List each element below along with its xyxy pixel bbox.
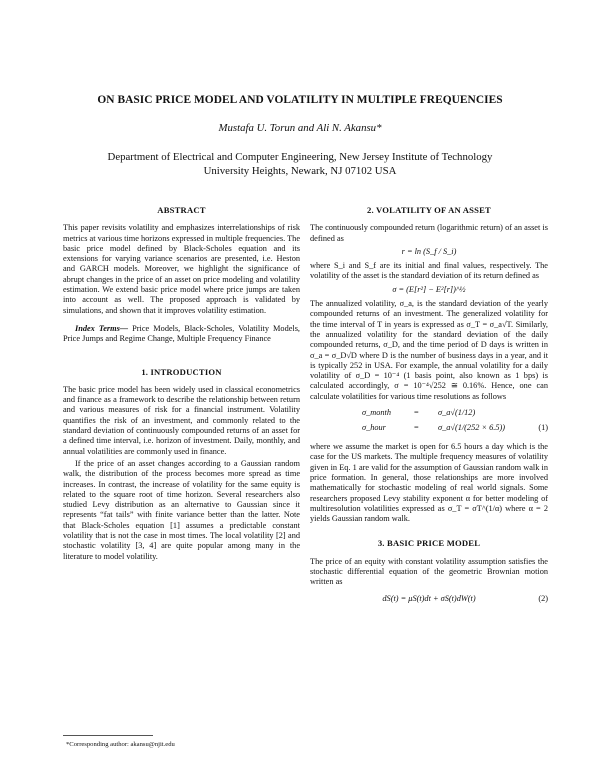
equation-month-row: [310, 408, 548, 423]
intro-paragraph-2: If the price of an asset changes according to a Gaussian random walk, the distribution of the process becomes more spread as time increases. In contrast, the increase of volatility for the same equity is related to the square root of time horizon. Several researchers also studied Levy distribution as an alternative to Gaussian since it represents “fat tails” with finite variance better than the latter. Note that Black-Scholes equation [1] assumes a predictable constant volatility that is not the case in most times. The local volatility [2] and stochastic volatility [3, 4] are quite popular among many in the literature to model volatility.: [63, 458, 300, 561]
equation-gbm-text: dS(t) = μS(t)dt + σS(t)dW(t): [382, 593, 476, 603]
volatility-paragraph-2: where S_i and S_f are its initial and final values, respectively. The volatility of the asset is the standard deviation of its return defined as: [310, 261, 548, 281]
basic-price-model-heading: 3. BASIC PRICE MODEL: [377, 538, 481, 549]
equation-month-rhs: σ_a√(1/12): [438, 408, 476, 418]
volatility-paragraph-1: The continuously compounded return (logarithmic return) of an asset is defined as: [310, 223, 548, 243]
equation-gbm: [310, 594, 548, 604]
volatility-paragraph-3: The annualized volatility, σ_a, is the standard deviation of the yearly compounded returns of an investment. The generalized volatility for the time interval of T in years is expressed as σ_T = σ_a√T. Similarly, the annualized volatility for the standard deviation of the daily compounded returns, σ_D, and the time period of D days is written in σ_a = σ_D√D where D is the number of business days in a year, and it is typically 252 in USA. For example, the annual volatility for a daily volatility of σ_D = 10⁻⁴ (1 basis point, also known as 1 bps) is calculated accordingly, σ = 10⁻⁴√252 ≅ 0.16%. Hence, one can calculate volatilities for various time resolutions as follows: [310, 299, 548, 401]
index-terms-label: Index Terms—: [75, 323, 129, 333]
equation-volatility: σ = (E[r²] − E²[r])^½: [392, 284, 466, 294]
left-column: [63, 205, 300, 562]
affiliation-line-1: Department of Electrical and Computer Engineering, New Jersey Institute of Technology: [107, 151, 493, 163]
introduction-heading: 1. INTRODUCTION: [141, 366, 222, 377]
paper-title: ON BASIC PRICE MODEL AND VOLATILITY IN MULTIPLE FREQUENCIES: [97, 94, 503, 106]
equation-array-1: [310, 408, 548, 438]
basic-model-paragraph-1: The price of an equity with constant volatility assumption satisfies the stochastic differential equation of the geometric Brownian motion written as: [310, 556, 548, 587]
equation-month-lhs: σ_month: [362, 408, 391, 418]
affiliation-line-2: University Heights, Newark, NJ 07102 USA: [203, 165, 397, 177]
index-terms-text: Price Models, Black-Scholes, Volatility Models, Price Jumps and Regime Change, Multiple Frequency Finance: [63, 323, 301, 344]
equation-log-return: r = ln (S_f / S_i): [401, 246, 457, 256]
equation-hour-lhs: σ_hour: [362, 423, 386, 433]
affiliation: [0, 150, 600, 178]
abstract-text: This paper revisits volatility and emphasizes interrelationships of risk metrics at various time horizons expressed in multiple frequencies. The basic price model defined by Black-Scholes equation and its extensions for varying variance scenarios are presented, i.e. Heston and GARCH models. Moreover, we highlight the significance of abrupt changes in the price of an asset on price modeling and volatility estimation. We extend basic price model where price jumps are taken into account as well. The proposed approach is validated by simulations, and shown that it improves volatility estimation.: [63, 223, 300, 315]
equation-number-1: (1): [538, 423, 548, 433]
equals-sign: =: [414, 423, 419, 433]
equation-number-2: (2): [538, 593, 548, 603]
equals-sign: =: [414, 408, 419, 418]
volatility-heading: 2. VOLATILITY OF AN ASSET: [367, 205, 491, 215]
equation-hour-rhs: σ_a√(1/(252 × 6.5)): [438, 423, 506, 433]
right-column: [310, 205, 548, 608]
equation-hour-row: [310, 423, 548, 438]
intro-paragraph-1: The basic price model has been widely used in classical econometrics and finance as a framework to describe the relationship between return and various measures of risk for a financial instrument. Volatility quantifies the risk of an investment, and commonly related to the standard deviation of continuously compounded returns of an asset for a defined time interval, i.e. horizon of investment. Daily, monthly, and annual volatilities are commonly used in finance.: [63, 384, 300, 456]
index-terms: [63, 324, 300, 345]
footnote-rule: [63, 735, 153, 736]
volatility-paragraph-4: where we assume the market is open for 6.5 hours a day which is the case for the US markets. The multiple frequency measures of volatility given in Eq. 1 are valid for the assumption of Gaussian random walk in price formation. In general, those relationships are more involved mathematically for stochastic modeling of real world signals. Some researchers proposed Levy stability exponent α for better modeling of multiresolution volatilities expressed as σ_T = σT^(1/α) where α = 2 yields Gaussian random walk.: [310, 442, 548, 524]
abstract-heading: ABSTRACT: [157, 205, 206, 215]
paper-authors: Mustafa U. Torun and Ali N. Akansu*: [218, 122, 382, 134]
footnote: *Corresponding author: akansu@njit.edu: [66, 741, 175, 748]
